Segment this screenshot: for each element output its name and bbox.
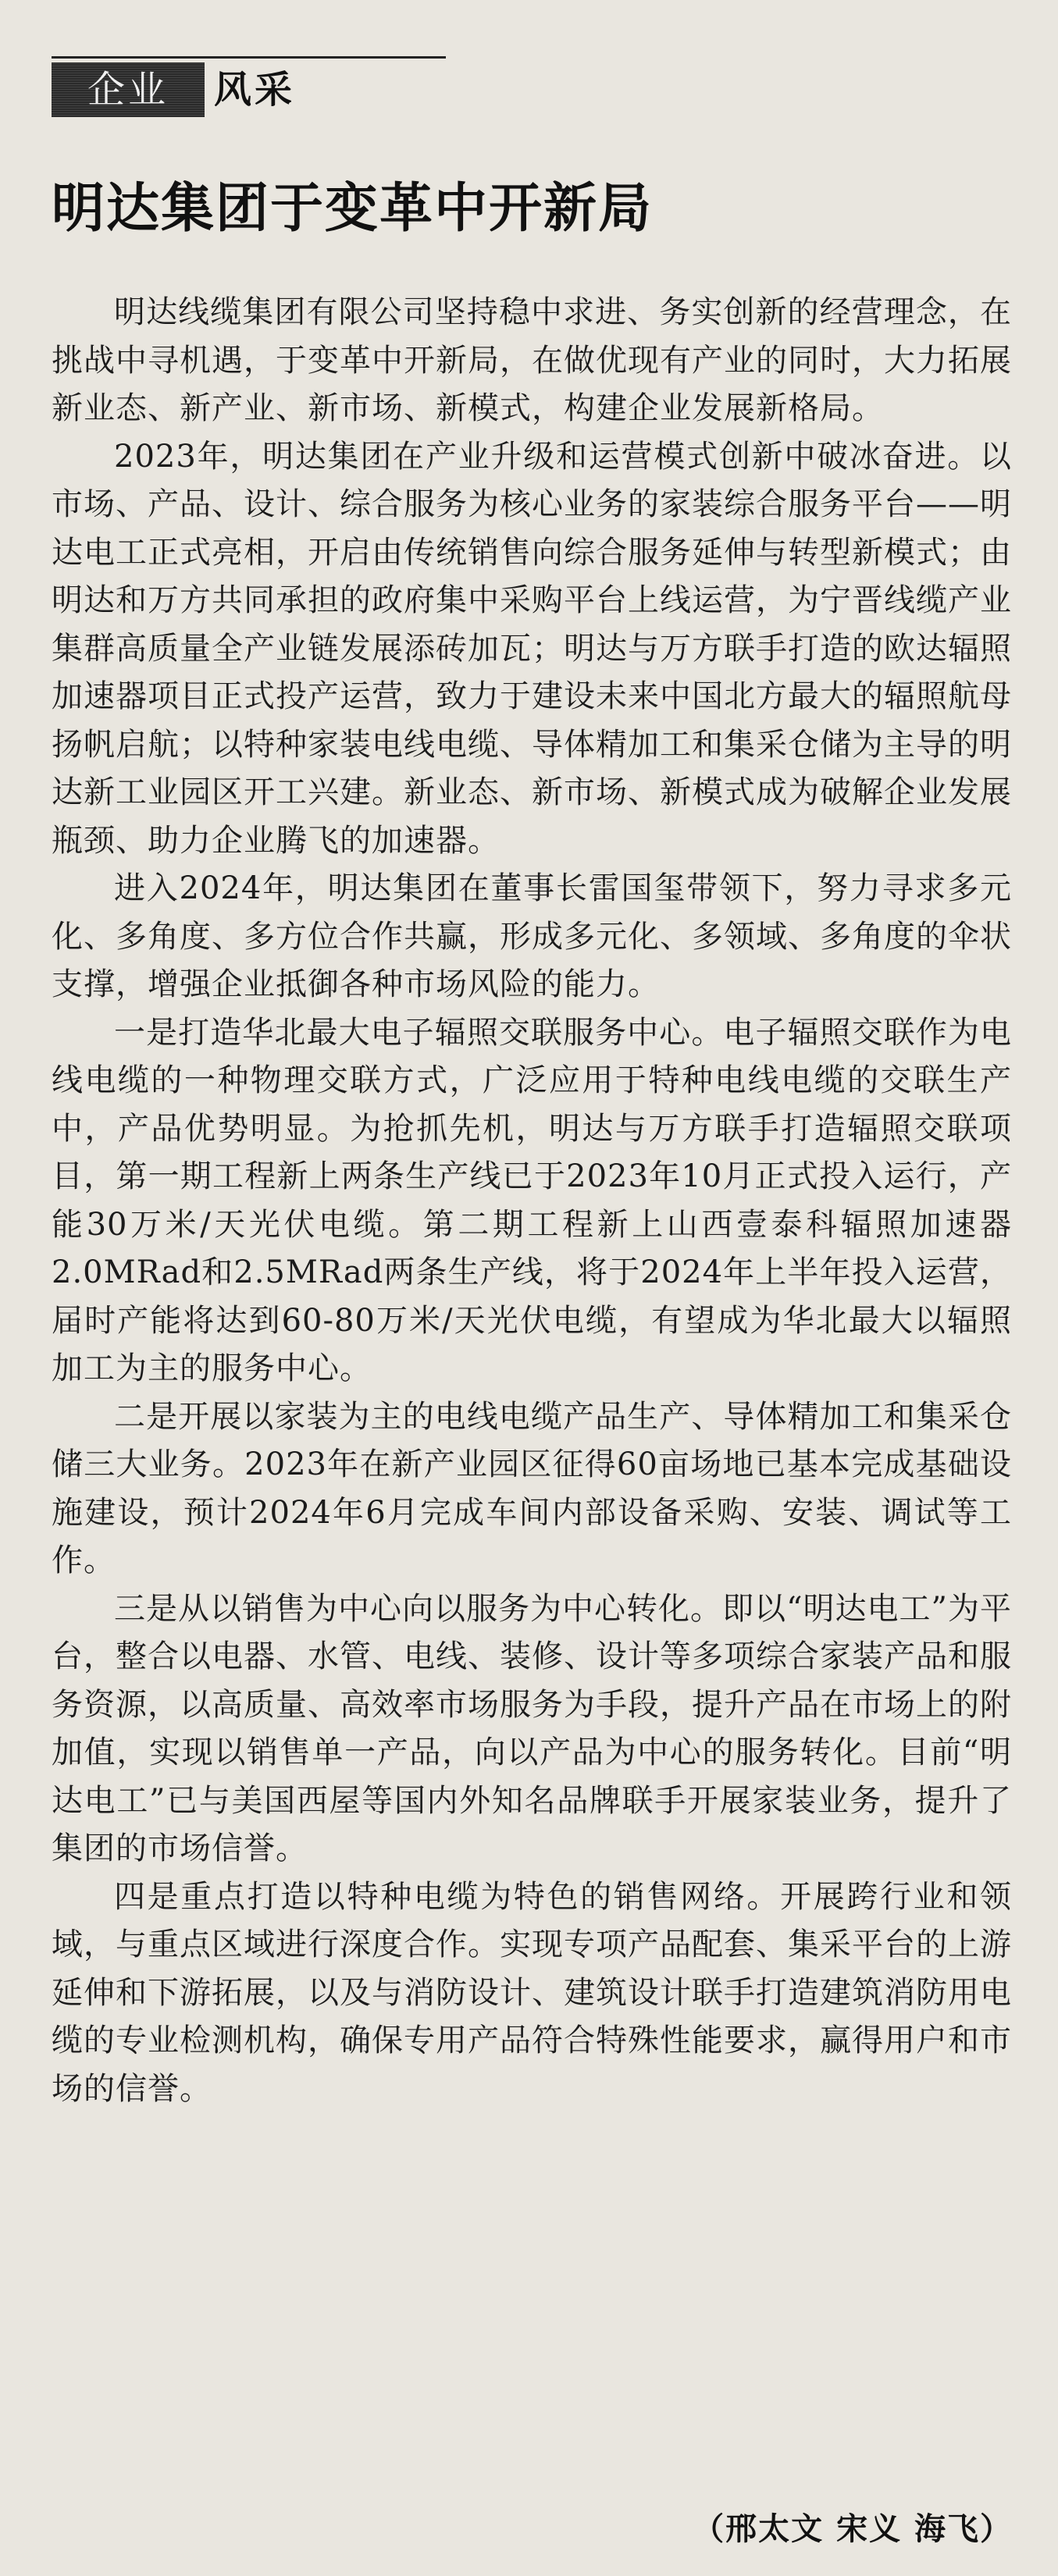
column-name: 风采 (214, 68, 296, 112)
article-byline: （邢太文 宋义 海飞） (693, 2510, 1013, 2547)
article-paragraph: 一是打造华北最大电子辐照交联服务中心。电子辐照交联作为电线电缆的一种物理交联方式，广泛应用于特种电线电缆的交联生产中，产品优势明显。为抢抓先机，明达与万方联手打造辐照交联项目，第一期工程新上两条生产线已于2023年10月正式投入运行，产能30万米/天光伏电缆。第二期工程新上山西壹泰科辐照加速器2.0MRad和2.5MRad两条生产线，将于2024年上半年投入运营，届时产能将达到60-80万米/天光伏电缆，有望成为华北最大以辐照加工为主的服务中心。 (52, 1014, 1012, 1386)
article-paragraph: 明达线缆集团有限公司坚持稳中求进、务实创新的经营理念，在挑战中寻机遇，于变革中开新局，在做优现有产业的同时，大力拓展新业态、新产业、新市场、新模式，构建企业发展新格局。 (52, 294, 1012, 426)
column-header-rule (52, 56, 446, 59)
article-body (52, 289, 1012, 2113)
article-paragraph: 四是重点打造以特种电缆为特色的销售网络。开展跨行业和领域，与重点区域进行深度合作。实现专项产品配套、集采平台的上游延伸和下游拓展，以及与消防设计、建筑设计联手打造建筑消防用电缆的专业检测机构，确保专用产品符合特殊性能要求，赢得用户和市场的信誉。 (52, 1878, 1012, 2107)
column-tag: 企业 (52, 62, 205, 117)
column-header (52, 56, 446, 122)
article-headline: 明达集团于变革中开新局 (52, 177, 654, 240)
article-paragraph: 二是开展以家装为主的电线电缆产品生产、导体精加工和集采仓储三大业务。2023年在新产业园区征得60亩场地已基本完成基础设施建设，预计2024年6月完成车间内部设备采购、安装、调试等工作。 (52, 1398, 1012, 1578)
article-paragraph: 三是从以销售为中心向以服务为中心转化。即以“明达电工”为平台，整合以电器、水管、电线、装修、设计等多项综合家装产品和服务资源，以高质量、高效率市场服务为手段，提升产品在市场上的附加值，实现以销售单一产品，向以产品为中心的服务转化。目前“明达电工”已与美国西屋等国内外知名品牌联手开展家装业务，提升了集团的市场信誉。 (52, 1590, 1012, 1866)
article-paragraph: 2023年，明达集团在产业升级和运营模式创新中破冰奋进。以市场、产品、设计、综合服务为核心业务的家装综合服务平台——明达电工正式亮相，开启由传统销售向综合服务延伸与转型新模式；由明达和万方共同承担的政府集中采购平台上线运营，为宁晋线缆产业集群高质量全产业链发展添砖加瓦；明达与万方联手打造的欧达辐照加速器项目正式投产运营，致力于建设未来中国北方最大的辐照航母扬帆启航；以特种家装电线电缆、导体精加工和集采仓储为主导的明达新工业园区开工兴建。新业态、新市场、新模式成为破解企业发展瓶颈、助力企业腾飞的加速器。 (52, 438, 1012, 859)
article-paragraph: 进入2024年，明达集团在董事长雷国玺带领下，努力寻求多元化、多角度、多方位合作共赢，形成多元化、多领域、多角度的伞状支撑，增强企业抵御各种市场风险的能力。 (52, 870, 1012, 1002)
